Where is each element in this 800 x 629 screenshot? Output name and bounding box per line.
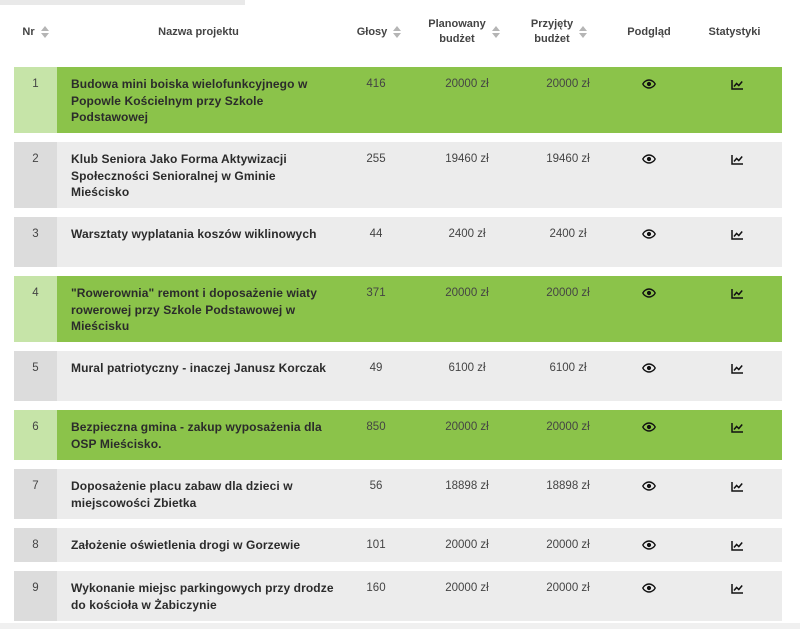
table-row [14, 351, 782, 401]
project-name: Mural patriotyczny - inaczej Janusz Korczak [71, 361, 327, 375]
eye-icon[interactable] [641, 286, 657, 300]
header-planned-label [428, 17, 485, 47]
votes-value: 416 [366, 78, 386, 90]
header-votes-label: Głosy [356, 25, 388, 38]
header-preview-label: Podgląd [627, 25, 671, 38]
header-planned[interactable] [414, 12, 514, 52]
accepted-budget: 20000 zł [546, 421, 590, 433]
eye-icon[interactable] [641, 152, 657, 166]
chart-line-icon[interactable] [729, 227, 745, 241]
row-nr: 3 [14, 217, 57, 267]
table-row [14, 571, 782, 621]
header-planned-line1: Planowany [428, 18, 486, 30]
row-nr: 5 [14, 351, 57, 401]
accepted-budget: 19460 zł [546, 153, 590, 165]
accepted-budget: 6100 zł [549, 362, 587, 374]
planned-budget: 20000 zł [445, 78, 489, 90]
table-row [14, 410, 782, 460]
row-nr: 9 [14, 571, 57, 621]
bottom-divider [0, 623, 800, 629]
table-row [14, 217, 782, 267]
header-stats-label: Statystyki [708, 25, 761, 38]
planned-budget: 6100 zł [448, 362, 486, 374]
table-row [14, 528, 782, 562]
header-nr[interactable] [14, 12, 57, 52]
header-stats [697, 12, 772, 52]
header-accepted[interactable] [504, 12, 614, 52]
project-name: Założenie oświetlenia drogi w Gorzewie [71, 538, 301, 552]
votes-value: 160 [366, 582, 386, 594]
header-name-label: Nazwa projektu [158, 25, 239, 38]
row-nr: 4 [14, 276, 57, 342]
project-name: "Rowerownia" remont i doposażenie wiaty rowerowej przy Szkole Podstawowej w Mieścisku [71, 286, 317, 333]
votes-value: 56 [369, 480, 383, 492]
eye-icon[interactable] [641, 581, 657, 595]
row-nr: 1 [14, 67, 57, 133]
eye-icon[interactable] [641, 361, 657, 375]
planned-budget: 2400 zł [448, 228, 486, 240]
chart-line-icon[interactable] [729, 361, 745, 375]
header-accepted-line2: budżet [534, 33, 570, 45]
planned-budget: 20000 zł [445, 421, 489, 433]
eye-icon[interactable] [641, 420, 657, 434]
sort-icon[interactable] [393, 26, 401, 38]
chart-line-icon[interactable] [729, 538, 745, 552]
header-votes[interactable] [344, 12, 414, 52]
sort-icon[interactable] [492, 26, 500, 38]
header-nr-label: Nr [22, 25, 35, 38]
header-planned-line2: budżet [439, 33, 475, 45]
table-row [14, 469, 782, 519]
project-name: Budowa mini boiska wielofunkcyjnego w Popowle Kościelnym przy Szkole Podstawowej [71, 77, 308, 124]
votes-value: 850 [366, 421, 386, 433]
eye-icon[interactable] [641, 538, 657, 552]
row-nr: 8 [14, 528, 57, 562]
project-name: Doposażenie placu zabaw dla dzieci w miejscowości Zbietka [71, 479, 293, 510]
table-row [14, 142, 782, 208]
row-nr: 6 [14, 410, 57, 460]
chart-line-icon[interactable] [729, 286, 745, 300]
accepted-budget: 20000 zł [546, 539, 590, 551]
accepted-budget: 20000 zł [546, 287, 590, 299]
eye-icon[interactable] [641, 77, 657, 91]
planned-budget: 20000 zł [445, 582, 489, 594]
chart-line-icon[interactable] [729, 77, 745, 91]
votes-value: 44 [369, 228, 383, 240]
accepted-budget: 2400 zł [549, 228, 587, 240]
chart-line-icon[interactable] [729, 420, 745, 434]
planned-budget: 19460 zł [445, 153, 489, 165]
chart-line-icon[interactable] [729, 152, 745, 166]
votes-value: 371 [366, 287, 386, 299]
table-row [14, 67, 782, 133]
sort-icon[interactable] [41, 26, 49, 38]
chart-line-icon[interactable] [729, 581, 745, 595]
top-tab-bar [0, 0, 245, 5]
row-nr: 7 [14, 469, 57, 519]
header-name [71, 12, 326, 52]
eye-icon[interactable] [641, 479, 657, 493]
votes-value: 101 [366, 539, 386, 551]
header-accepted-line1: Przyjęty [530, 18, 574, 30]
planned-budget: 18898 zł [445, 480, 489, 492]
project-name: Warsztaty wyplatania koszów wiklinowych [71, 227, 317, 241]
chart-line-icon[interactable] [729, 479, 745, 493]
row-nr: 2 [14, 142, 57, 208]
table-header [14, 12, 782, 52]
eye-icon[interactable] [641, 227, 657, 241]
planned-budget: 20000 zł [445, 287, 489, 299]
project-name: Klub Seniora Jako Forma Aktywizacji Społeczności Senioralnej w Gminie Mieścisko [71, 152, 287, 199]
project-name: Wykonanie miejsc parkingowych przy drodze do kościoła w Żabiczynie [71, 581, 334, 612]
header-preview [614, 12, 684, 52]
votes-value: 49 [369, 362, 383, 374]
accepted-budget: 20000 zł [546, 582, 590, 594]
planned-budget: 20000 zł [445, 539, 489, 551]
votes-value: 255 [366, 153, 386, 165]
project-name: Bezpieczna gmina - zakup wyposażenia dla OSP Mieścisko. [71, 420, 322, 451]
accepted-budget: 18898 zł [546, 480, 590, 492]
accepted-budget: 20000 zł [546, 78, 590, 90]
sort-icon[interactable] [579, 26, 587, 38]
table-row [14, 276, 782, 342]
header-accepted-label [531, 17, 573, 47]
